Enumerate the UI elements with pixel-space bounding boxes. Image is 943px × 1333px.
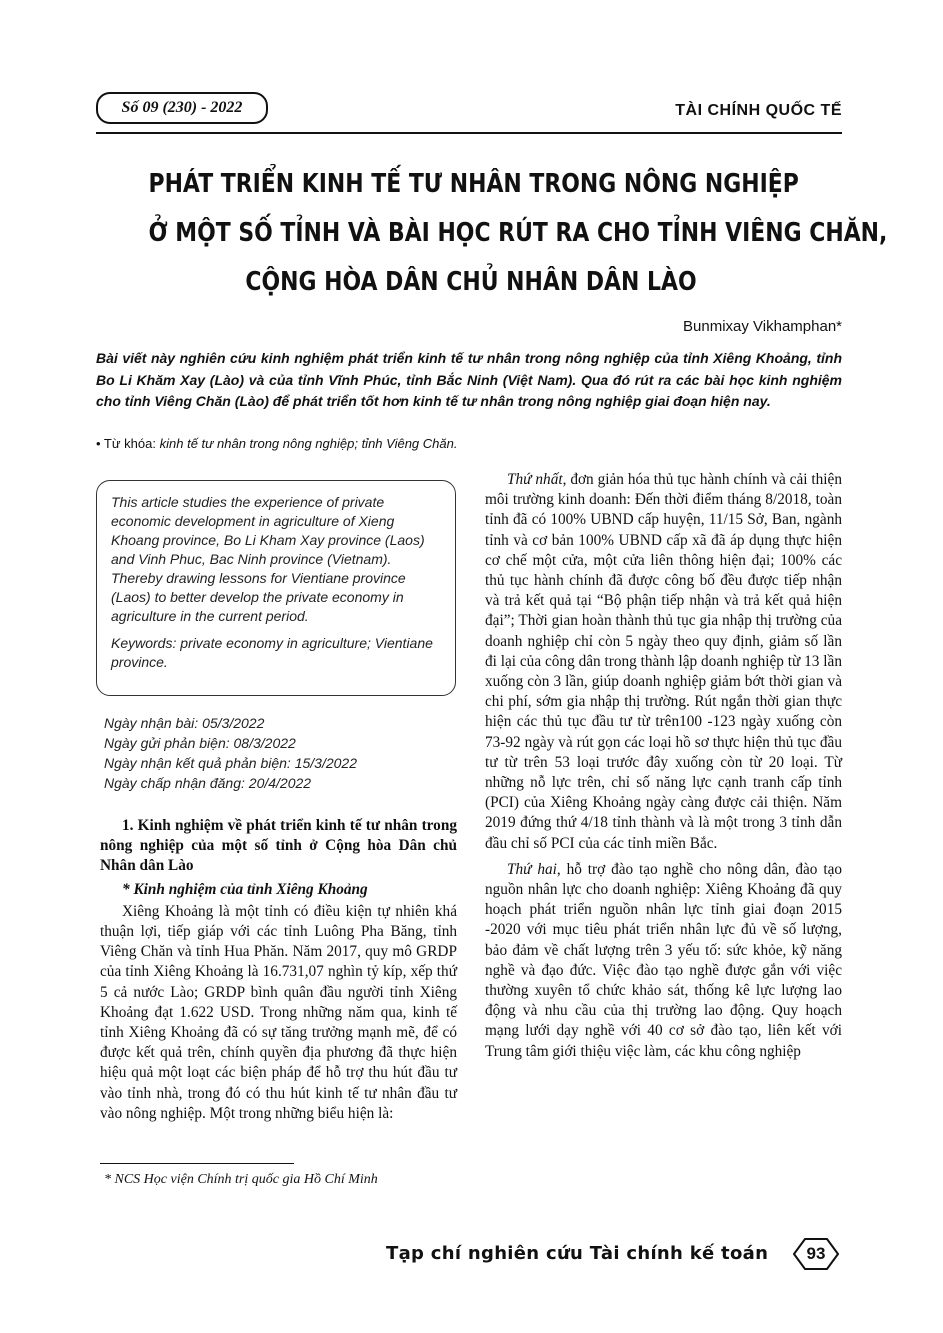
footnote: * NCS Học viện Chính trị quốc gia Hồ Chí Minh	[104, 1172, 378, 1187]
issue-number: Số 09 (230) - 2022	[121, 99, 243, 116]
left-column	[100, 816, 457, 1124]
vietnamese-keywords	[96, 436, 842, 451]
title-line: Ở MỘT SỐ TỈNH VÀ BÀI HỌC RÚT RA CHO TỈNH VIÊNG CHĂN,	[148, 218, 888, 248]
right-column	[485, 470, 842, 1062]
article-title	[148, 160, 888, 307]
header-divider	[96, 132, 842, 134]
journal-name: Tạp chí nghiên cứu Tài chính kế toán	[386, 1243, 769, 1264]
title-line: CỘNG HÒA DÂN CHỦ NHÂN DÂN LÀO	[245, 267, 697, 297]
body-paragraph: Xiêng Khoảng là một tỉnh có điều kiện tự nhiên khá thuận lợi, tiếp giáp với các tỉnh Luông Pha Băng, tỉnh Viêng Chăn và tỉnh Hua Phăn. Năm 2017, quy mô GRDP của tỉnh Xiêng Khoảng là 16.731,07 nghìn tỷ kíp, xếp thứ 5 cả nước Lào; GRDP bình quân đầu người tỉnh Xiêng Khoảng đạt 1.622 USD. Trong những năm qua, kinh tế tỉnh Xiêng Khoảng đã có sự tăng trưởng mạnh mẽ, để có được kết quả trên, chính quyền địa phương đã thực hiện hiệu quả một loạt các biện pháp để hỗ trợ thu hút đầu tư vào tỉnh nhà, trong đó có thu hút kinh tế tư nhân đầu tư vào nông nghiệp. Một trong những biểu hiện là:	[100, 902, 457, 1122]
english-abstract: This article studies the experience of private economic development in agriculture of Xieng Khoang province, Bo Li Kham Xay province (Laos) and Vinh Phuc, Bac Ninh province (Vietnam). Thereby drawing lessons for Vientiane province (Laos) to better develop the private economy in agriculture in the current period.	[111, 494, 425, 624]
keywords-label: Keywords:	[111, 635, 177, 651]
vietnamese-summary: Bài viết này nghiên cứu kinh nghiệm phát triển kinh tế tư nhân trong nông nghiệp của tỉnh Xiêng Khoảng, tỉnh Bo Li Khăm Xay (Lào) và của tỉnh Vĩnh Phúc, tỉnh Bắc Ninh (Việt Nam). Qua đó rút ra các bài học kinh nghiệm cho tỉnh Viêng Chăn (Lào) để phát triển tốt hơn kinh tế tư nhân trong nông nghiệp giai đoạn hiện nay.	[96, 350, 842, 409]
paragraph-lead: Thứ nhất	[507, 471, 563, 488]
title-line: PHÁT TRIỂN KINH TẾ TƯ NHÂN TRONG NÔNG NGHIỆP	[148, 169, 799, 199]
date-received: Ngày nhận bài: 05/3/2022	[104, 715, 265, 731]
page-number: 93	[806, 1244, 826, 1263]
body-paragraph	[485, 470, 842, 854]
paragraph-lead: Thứ hai	[507, 860, 557, 878]
english-abstract-box	[96, 480, 456, 696]
footnote-divider	[100, 1163, 294, 1164]
body-paragraph	[485, 860, 842, 1062]
article-dates	[104, 713, 454, 793]
subsection-heading: * Kinh nghiệm của tỉnh Xiêng Khoảng	[122, 880, 368, 898]
section-heading: 1. Kinh nghiệm về phát triển kinh tế tư nhân trong nông nghiệp của một số tỉnh ở Cộng hòa Dân chủ Nhân dân Lào	[100, 817, 457, 875]
keywords-value: kinh tế tư nhân trong nông nghiệp; tỉnh Viêng Chăn.	[159, 436, 458, 451]
paragraph-text: , hỗ trợ đào tạo nghề cho nông dân, đào tạo nguồn nhân lực cho doanh nghiệp: Xiêng Khoảng đã quy hoạch phát triển nguồn nhân lực tỉnh giai đoạn 2015 -2020 với mục tiêu phát triển nhân lực đủ về số lượng, bảo đảm về chất lượng trên 3 yếu tố: sức khỏe, kỹ năng nghề và đạo đức. Việc đào tạo nghề được gắn với việc thường xuyên tổ chức khảo sát, thống kê lực lượng lao động và nhu cầu của thị trường lao động. Quy hoạch mạng lưới dạy nghề với 40 cơ sở đào tạo, liên kết với Trung tâm giới thiệu việc làm, các khu công nghiệp	[485, 860, 843, 1060]
section-label: TÀI CHÍNH QUỐC TẾ	[675, 102, 842, 119]
author-name: Bunmixay Vikhamphan*	[683, 318, 842, 335]
issue-badge	[96, 92, 268, 124]
date-accepted: Ngày chấp nhận đăng: 20/4/2022	[104, 775, 312, 791]
date-review-result: Ngày nhận kết quả phản biện: 15/3/2022	[104, 755, 357, 771]
date-sent-review: Ngày gửi phản biện: 08/3/2022	[104, 735, 296, 751]
keywords-label: • Từ khóa:	[96, 436, 156, 451]
paragraph-text: , đơn giản hóa thủ tục hành chính và cải thiện môi trường kinh doanh: Đến thời điểm tháng 8/2018, toàn tỉnh đã có 100% UBND cấp huyện, 11/15 Sở, Ban, ngành tỉnh và cơ bản 100% UBND cấp xã đã áp dụng thực hiện cơ chế một cửa, một cửa liên thông hiện đại; 100% các thủ tục hành chính đã được công bố đều được tiếp nhận và trả kết quả tại “Bộ phận tiếp nhận và trả kết quả hiện đại”; Thời gian hoàn thành thủ tục gia nhập thị trường của doanh nghiệp chỉ còn 5 ngày theo quy định, giảm số lần đi lại của công dân trong thành lập doanh nghiệp từ 13 lần xuống còn 3 lần, giúp doanh nghiệp giảm bớt thời gian và chi phí, sớm gia nhập thị trường. Rút ngắn thời gian thực hiện các thủ tục đầu tư từ trên100 -123 ngày xuống còn 73-92 ngày và rút gọn các loại hồ sơ thực hiện thủ tục đầu tư từ trên 53 loại trước đây xuống còn từ 20 loại. Từ những nỗ lực trên, chỉ số năng lực cạnh tranh cấp tỉnh (PCI) của Xiêng Khoảng ngày càng được cải thiện. Năm 2019 đứng thứ 4/18 tỉnh thành và là một trong 3 tỉnh dẫn đầu chỉ số PCI của các tỉnh miền Bắc.	[485, 471, 842, 852]
english-keywords	[111, 634, 443, 672]
keywords-value: private economy in agriculture; Vientiane province.	[111, 635, 433, 670]
